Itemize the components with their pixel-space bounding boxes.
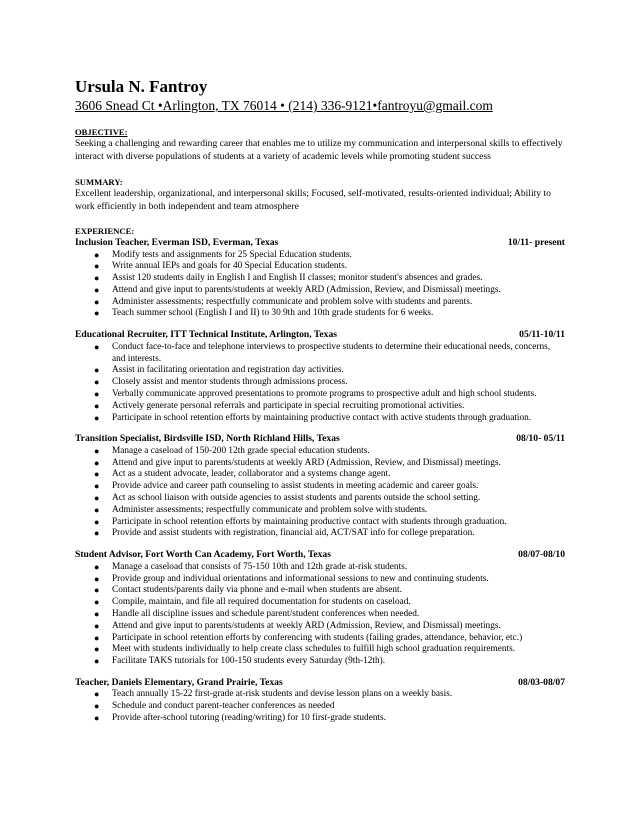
duty-text: Conduct face-to-face and telephone interviews to prospective students to determine their educational needs, concerns, and interests. — [112, 341, 551, 364]
duty-text: Provide and assist students with registration, financial aid, ACT/SAT info for college preparation. — [112, 528, 475, 539]
duty-item — [75, 308, 565, 320]
job-dates: 08/07-08/10 — [518, 549, 565, 561]
job-title: Student Advisor, Fort Worth Can Academy, Fort Worth, Texas — [75, 549, 331, 561]
bullet-icon: ● — [94, 689, 100, 700]
duty-item — [75, 528, 565, 540]
job-dates: 08/10- 05/11 — [516, 433, 565, 445]
duty-item — [75, 574, 565, 586]
job-entry — [75, 237, 565, 320]
duty-text: Manage a caseload that consists of 75-150 10th and 12th grade at-risk students. — [112, 561, 408, 572]
duty-text: Attend and give input to parents/students at weekly ARD (Admission, Review, and Dismissal) meetings. — [112, 284, 501, 295]
bullet-icon: ● — [94, 365, 100, 376]
duty-text: Meet with students individually to help create class schedules to fulfill high school graduation requirements. — [112, 644, 516, 655]
duty-text: Closely assist and mentor students through admissions process. — [112, 377, 348, 388]
duty-text: Verbally communicate approved presentations to promote programs to prospective adult and high school students. — [112, 388, 537, 399]
duty-item — [75, 585, 565, 597]
objective-label: OBJECTIVE: — [75, 127, 128, 137]
duty-item — [75, 609, 565, 621]
bullet-icon: ● — [94, 400, 100, 411]
duty-text: Teach annually 15-22 first-grade at-risk students and devise lesson plans on a weekly basis. — [112, 689, 453, 700]
duty-text: Write annual IEPs and goals for 40 Special Education students. — [112, 261, 348, 272]
duty-item — [75, 365, 565, 377]
bullet-icon: ● — [94, 620, 100, 631]
duty-text: Assist 120 students daily in English I and English II classes; monitor student's absences and grades. — [112, 273, 483, 284]
bullet-icon: ● — [94, 608, 100, 619]
job-entry — [75, 677, 565, 725]
job-duties — [75, 689, 565, 724]
duty-item — [75, 597, 565, 609]
duty-item — [75, 377, 565, 389]
duty-item — [75, 505, 565, 517]
job-title: Transition Specialist, Birdsville ISD, North Richland Hills, Texas — [75, 433, 340, 445]
duty-item — [75, 493, 565, 505]
duty-text: Facilitate TAKS tutorials for 100-150 students every Saturday (9th-12th). — [112, 656, 386, 667]
job-title: Inclusion Teacher, Everman ISD, Everman, Texas — [75, 237, 279, 248]
duty-text: Contact students/parents daily via phone and e-mail when students are absent. — [112, 585, 402, 596]
summary-heading — [75, 177, 565, 188]
job-header — [75, 549, 565, 562]
duty-text: Attend and give input to parents/students at weekly ARD (Admission, Review, and Dismissal) meetings. — [112, 620, 501, 631]
duty-text: Participate in school retention efforts by maintaining productive contact with active students through graduation. — [112, 412, 532, 423]
job-header — [75, 677, 565, 690]
summary-label: SUMMARY: — [75, 177, 123, 187]
job-entry — [75, 549, 565, 668]
experience-heading — [75, 226, 565, 237]
bullet-icon: ● — [94, 249, 100, 260]
job-entry — [75, 433, 565, 540]
duty-text: Act as school liaison with outside agencies to assist students and parents outside the school setting. — [112, 493, 481, 504]
bullet-icon: ● — [94, 493, 100, 504]
bullet-icon: ● — [94, 388, 100, 399]
duty-item — [75, 656, 565, 668]
bullet-icon: ● — [94, 296, 100, 307]
bullet-icon: ● — [94, 445, 100, 456]
bullet-icon: ● — [94, 656, 100, 667]
duty-item — [75, 261, 565, 273]
duty-item — [75, 458, 565, 470]
duty-text: Participate in school retention efforts by maintaining productive contact with students through graduation. — [112, 516, 507, 527]
bullet-icon: ● — [94, 273, 100, 284]
duty-item — [75, 644, 565, 656]
candidate-name: Ursula N. Fantroy — [75, 77, 208, 96]
bullet-icon: ● — [94, 412, 100, 423]
bullet-icon: ● — [94, 516, 100, 527]
job-duties — [75, 562, 565, 668]
bullet-icon: ● — [94, 457, 100, 468]
duty-text: Compile, maintain, and file all required documentation for students on caseload. — [112, 597, 411, 608]
duty-item — [75, 689, 565, 701]
job-duties — [75, 250, 565, 321]
bullet-icon: ● — [94, 573, 100, 584]
duty-item — [75, 285, 565, 297]
duty-text: Attend and give input to parents/students at weekly ARD (Admission, Review, and Dismissal) meetings. — [112, 457, 501, 468]
bullet-icon: ● — [94, 261, 100, 272]
job-entry — [75, 329, 565, 424]
job-header — [75, 237, 565, 250]
bullet-icon: ● — [94, 377, 100, 388]
duty-text: Teach summer school (English I and II) to 30 9th and 10th grade students for 6 weeks. — [112, 308, 434, 319]
duty-item — [75, 633, 565, 645]
contact-line: 3606 Snead Ct •Arlington, TX 76014 • (214) 336-9121•fantroyu@gmail.com — [75, 98, 493, 113]
bullet-icon: ● — [94, 597, 100, 608]
duty-text: Actively generate personal referrals and participate in special recruiting promotional activities. — [112, 400, 465, 411]
job-header — [75, 433, 565, 446]
bullet-icon: ● — [94, 504, 100, 515]
duty-item — [75, 446, 565, 458]
objective-text: Seeking a challenging and rewarding career that enables me to utilize my communication and interpersonal skills to effectively interact with diverse populations of students at a variety of academic levels while promoting student success — [75, 138, 563, 162]
duty-text: Administer assessments; respectfully communicate and problem solve with students. — [112, 504, 428, 515]
bullet-icon: ● — [94, 701, 100, 712]
bullet-icon: ● — [94, 632, 100, 643]
duty-item — [75, 469, 565, 481]
job-dates: 10/11- present — [507, 237, 565, 248]
bullet-icon: ● — [94, 644, 100, 655]
duty-item — [75, 701, 565, 713]
bullet-icon: ● — [94, 284, 100, 295]
duty-text: Assist in facilitating orientation and registration day activities. — [112, 365, 344, 376]
duty-item — [75, 342, 565, 366]
bullet-icon: ● — [94, 561, 100, 572]
duty-item — [75, 389, 565, 401]
duty-text: Schedule and conduct parent-teacher conferences as needed — [112, 701, 335, 712]
duty-text: Manage a caseload of 150-200 12th grade special education students. — [112, 445, 370, 456]
bullet-icon: ● — [94, 585, 100, 596]
duty-text: Act as a student advocate, leader, collaborator and a systems change agent. — [112, 469, 391, 480]
bullet-icon: ● — [94, 528, 100, 539]
duty-text: Participate in school retention efforts by conferencing with students (failing grades, attendance, behavior, etc.) — [112, 632, 523, 643]
duty-item — [75, 273, 565, 285]
job-title: Teacher, Daniels Elementary, Grand Prairie, Texas — [75, 676, 283, 688]
objective-heading — [75, 127, 565, 138]
duty-text: Administer assessments; respectfully communicate and problem solve with students and parents. — [112, 296, 473, 307]
duty-text: Provide after-school tutoring (reading/writing) for 10 first-grade students. — [112, 713, 386, 723]
duty-item — [75, 621, 565, 633]
duty-item — [75, 413, 565, 425]
resume-content — [75, 77, 565, 725]
duty-item — [75, 713, 565, 725]
job-dates: 08/03-08/07 — [518, 676, 565, 688]
job-duties — [75, 446, 565, 540]
job-dates: 05/11-10/11 — [519, 329, 565, 341]
duty-item — [75, 250, 565, 262]
bullet-icon: ● — [94, 713, 100, 723]
duty-item — [75, 481, 565, 493]
bullet-icon: ● — [94, 308, 100, 319]
job-title: Educational Recruiter, ITT Technical Institute, Arlington, Texas — [75, 329, 337, 341]
duty-text: Handle all discipline issues and schedule parent/student conferences when needed. — [112, 608, 420, 619]
job-header — [75, 329, 565, 342]
duty-item — [75, 401, 565, 413]
duty-text: Provide group and individual orientations and informational sessions to new and continuing students. — [112, 573, 489, 584]
job-duties — [75, 342, 565, 425]
summary-text: Excellent leadership, organizational, and interpersonal skills; Focused, self-motivated, results-oriented individual; Ability to work efficiently in both independent and team atmosphere — [75, 188, 551, 212]
bullet-icon: ● — [94, 481, 100, 492]
bullet-icon: ● — [94, 341, 100, 352]
duty-text: Modify tests and assignments for 25 Special Education students. — [112, 249, 352, 260]
duty-item — [75, 297, 565, 309]
experience-list — [75, 237, 565, 725]
duty-text: Provide advice and career path counseling to assist students in meeting academic and career goals. — [112, 481, 479, 492]
experience-label: EXPERIENCE: — [75, 226, 135, 236]
duty-item — [75, 562, 565, 574]
bullet-icon: ● — [94, 469, 100, 480]
duty-item — [75, 517, 565, 529]
